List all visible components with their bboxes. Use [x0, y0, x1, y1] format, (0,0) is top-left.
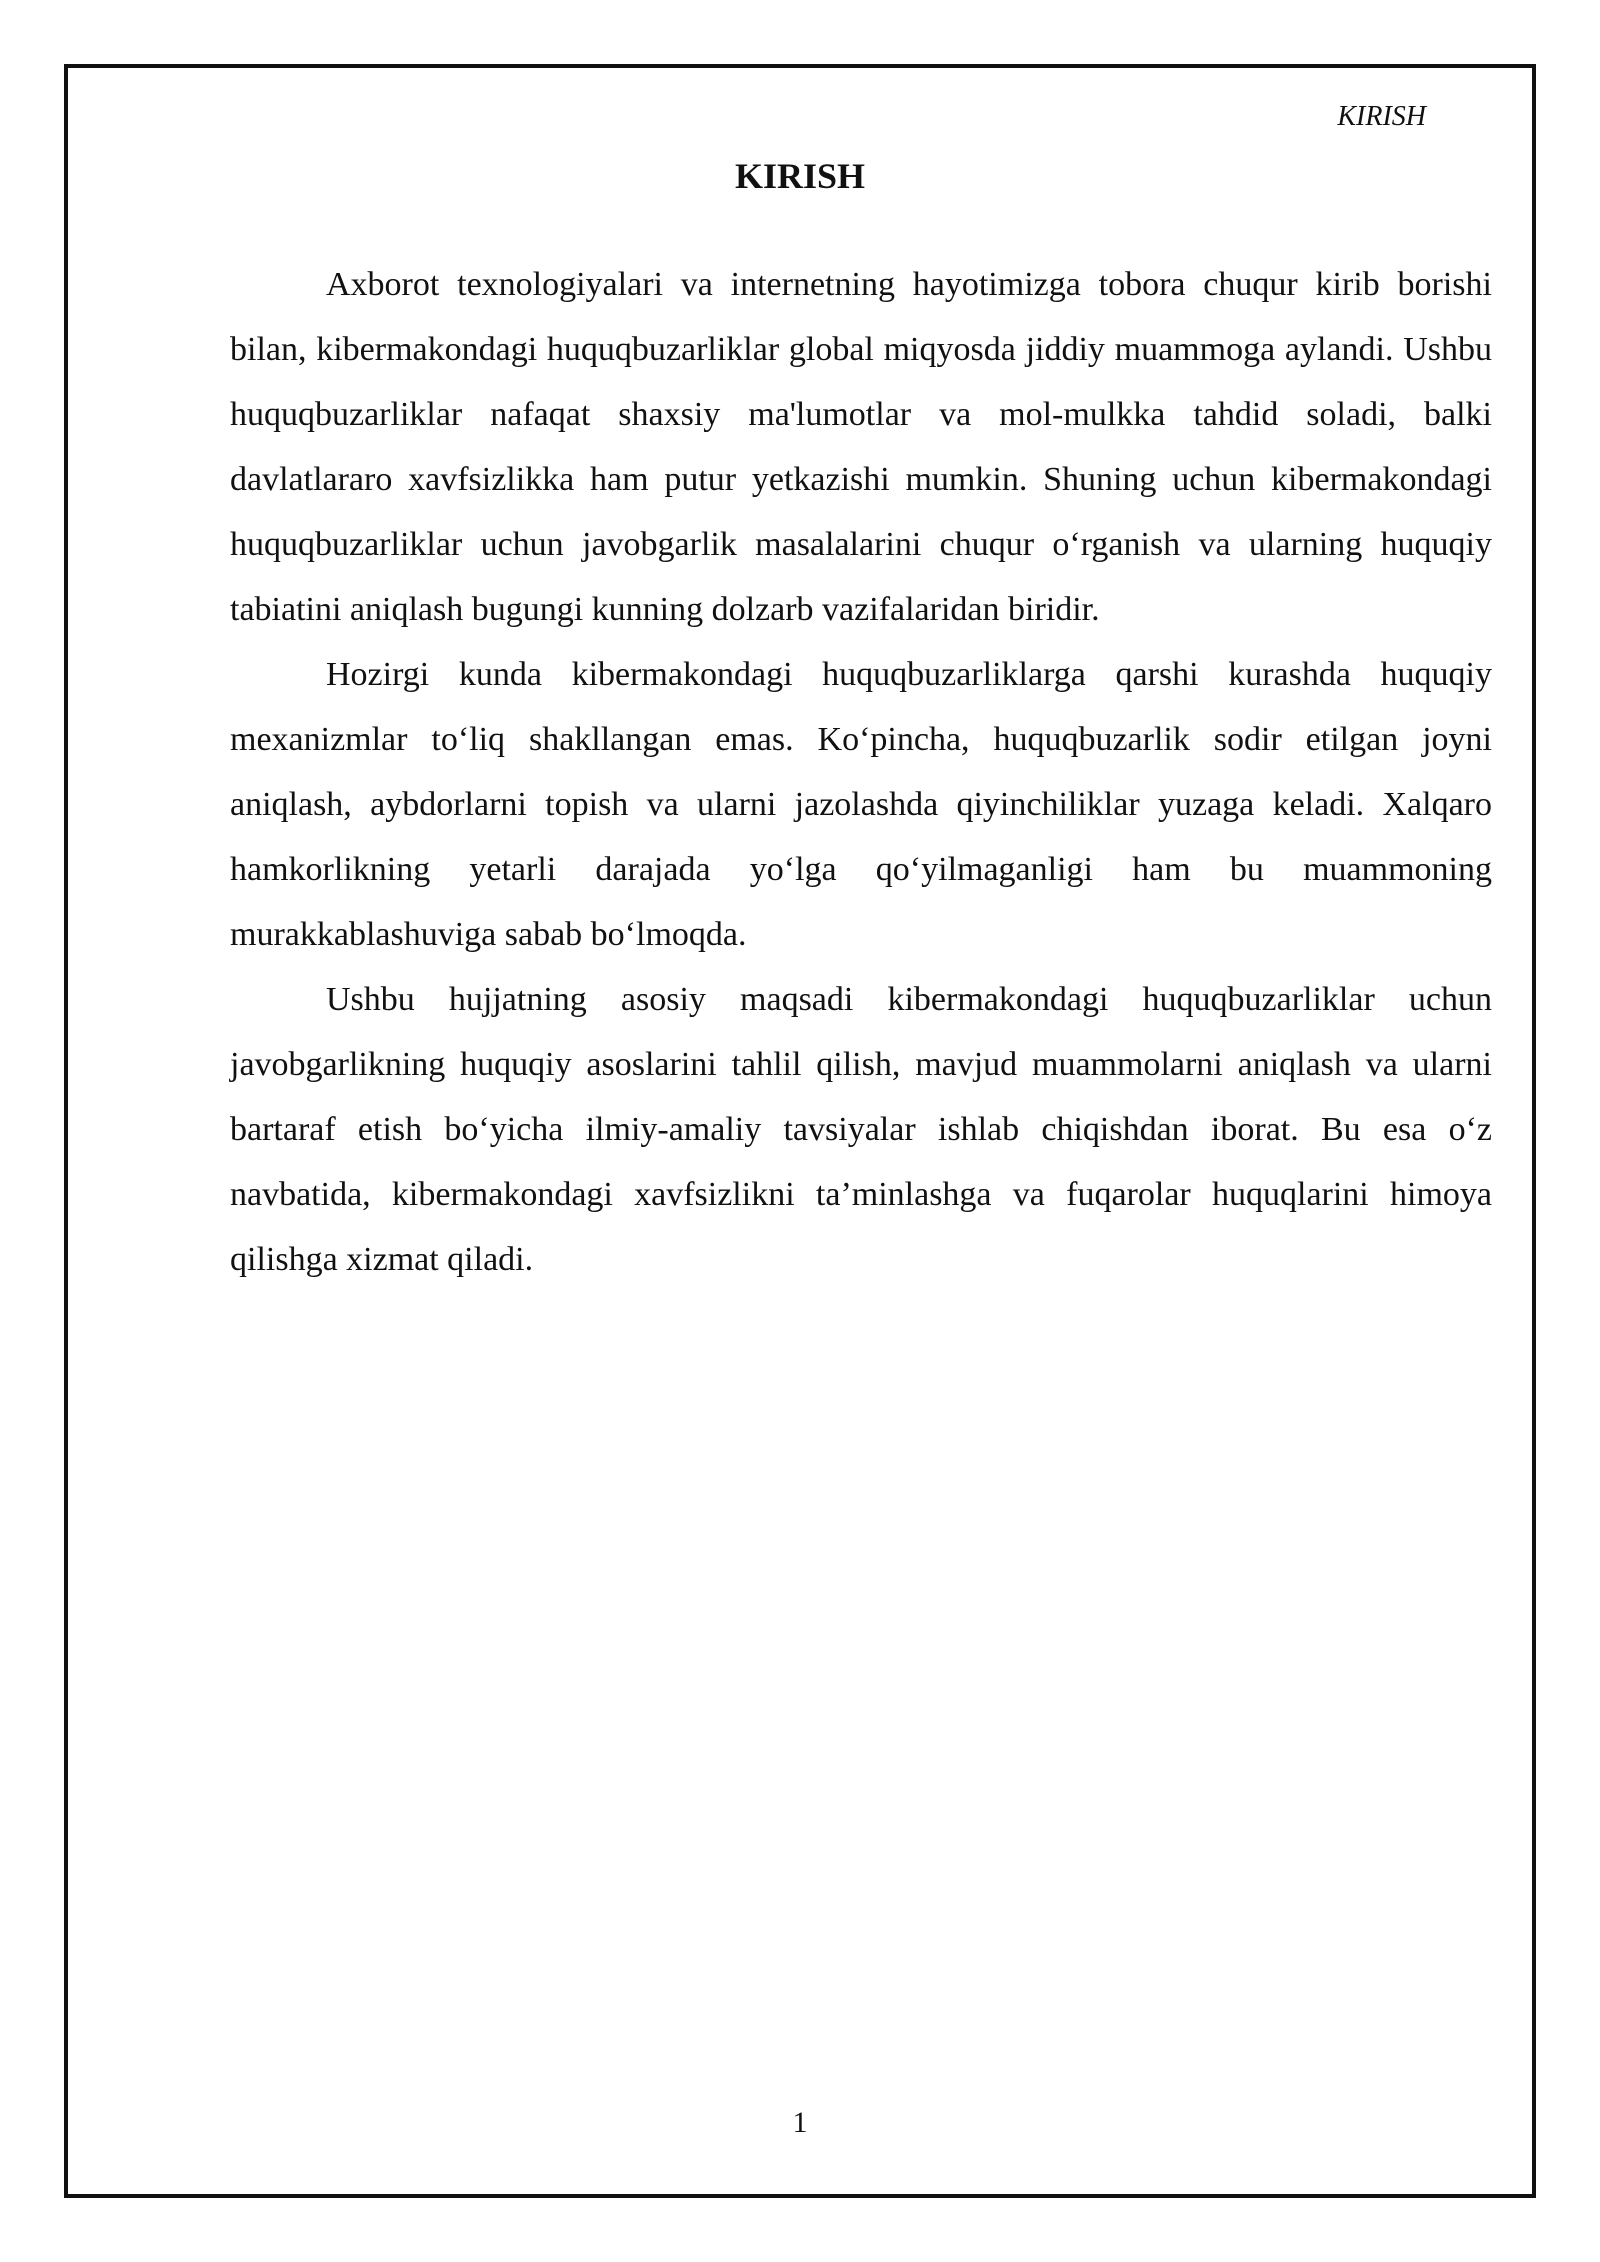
- page-number: 1: [792, 2106, 808, 2139]
- paragraph: Axborot texnologiyalari va internetning hayotimizga tobora chuqur kirib borishi bilan, kibermakondagi huquqbuzarliklar global miqyosda jiddiy muammoga aylandi. Ushbu huquqbuzarliklar nafaqat shaxsiy ma'lumotlar va mol-mulkka tahdid soladi, balki davlatlararo xavfsizlikka ham putur yetkazishi mumkin. Shuning uchun kibermakondagi huquqbuzarliklar uchun javobgarlik masalalarini chuqur o‘rganish va ularning huquqiy tabiatini aniqlash bugungi kunning dolzarb vazifalaridan biridir.: [230, 266, 1492, 628]
- paragraph: Ushbu hujjatning asosiy maqsadi kibermakondagi huquqbuzarliklar uchun javobgarlikning huquqiy asoslarini tahlil qilish, mavjud muammolarni aniqlash va ularni bartaraf etish bo‘yicha ilmiy-amaliy tavsiyalar ishlab chiqishdan iborat. Bu esa o‘z navbatida, kibermakondagi xavfsizlikni ta’minlashga va fuqarolar huquqlarini himoya qilishga xizmat qiladi.: [230, 981, 1492, 1278]
- body-text: [230, 252, 1492, 1292]
- page-frame: [64, 64, 1536, 2198]
- page-title: KIRISH: [734, 156, 866, 196]
- running-header: KIRISH: [1337, 101, 1426, 132]
- paragraph: Hozirgi kunda kibermakondagi huquqbuzarliklarga qarshi kurashda huquqiy mexanizmlar to‘liq shakllangan emas. Ko‘pincha, huquqbuzarlik sodir etilgan joyni aniqlash, aybdorlarni topish va ularni jazolashda qiyinchiliklar yuzaga keladi. Xalqaro hamkorlikning yetarli darajada yo‘lga qo‘yilmaganligi ham bu muammoning murakkablashuviga sabab bo‘lmoqda.: [230, 656, 1492, 953]
